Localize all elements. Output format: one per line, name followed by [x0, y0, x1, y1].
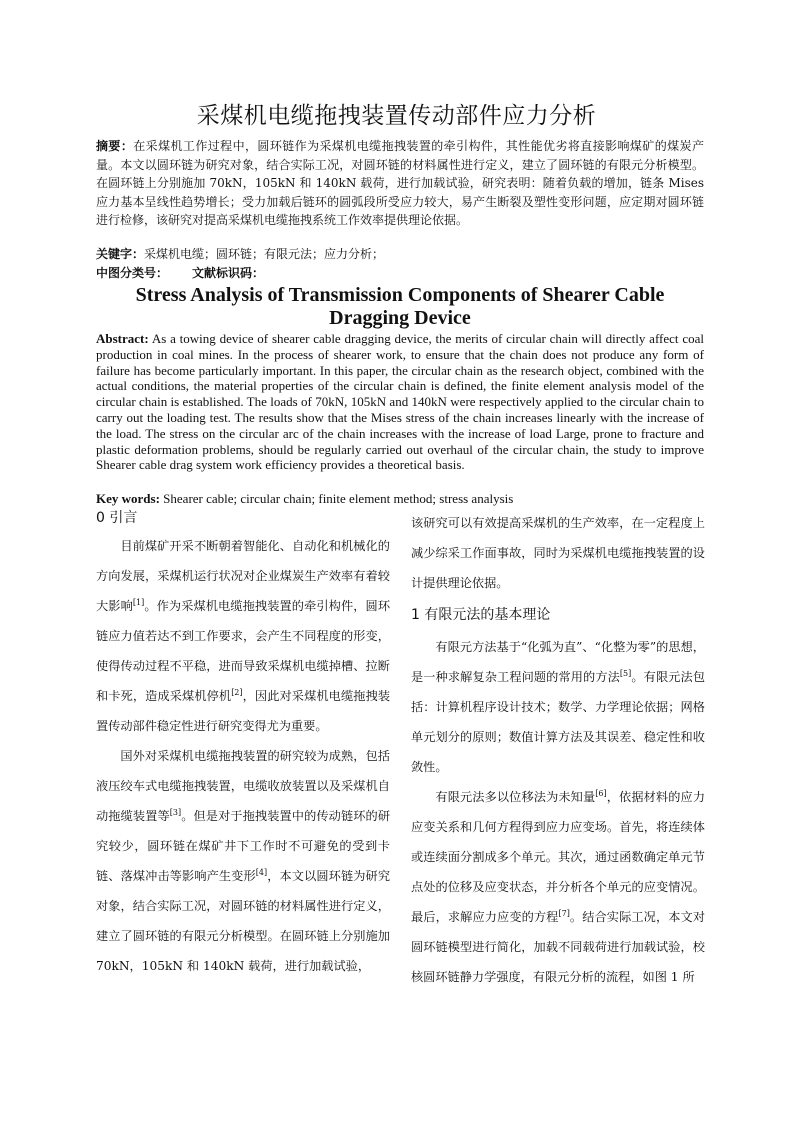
- section-0-paragraph-1: [96, 531, 390, 741]
- abstract-en-label: Abstract:: [96, 331, 149, 346]
- keywords-chinese: [96, 245, 704, 263]
- clc-label: 中图分类号：: [96, 266, 169, 280]
- section-0-heading: 0 引言: [96, 510, 138, 526]
- abstract-cn-text: 在采煤机工作过程中，圆环链作为采煤机电缆拖拽装置的牵引构件，其性能优劣将直接影响煤矿的煤炭产量。本文以圆环链为研究对象，结合实际工况，对圆环链的材料属性进行定义，建立了圆环链的有限元分析模型。在圆环链上分别施加 70kN，105kN 和 140kN 载荷，进行加载试验，研究表明：随着负载的增加，链条 Mises 应力基本呈线性趋势增长；受力加载后链环的圆弧段所受应力较大，易产生断裂及塑性变形问题，应定期对圆环链进行检修，该研究对提高采煤机电缆拖拽系统工作效率提供理论依据。: [96, 139, 704, 227]
- paragraph-text: ，本文以圆环链为研究对象，结合实际工况，对圆环链的材料属性进行定义，建立了圆环链的有限元分析模型。在圆环链上分别施加 70kN，105kN 和 140kN 载荷，进行加载试验，: [96, 869, 391, 973]
- citation-ref: [4]: [255, 867, 268, 877]
- paragraph-text: ，因此对采煤机电缆拖拽装置传动部件稳定性进行研究变得尤为重要。: [96, 689, 391, 733]
- paragraph-text: 。结合实际工况，本文对圆环链模型进行简化，加载不同载荷进行加载试验，校核圆环链静力学强度，有限元分析的流程，如图 1 所: [411, 910, 706, 984]
- paragraph-text: 国外对采煤机电缆拖拽装置的研究较为成熟，包括液压绞车式电缆拖拽装置，电缆收放装置以及采煤机自动拖缆装置等: [96, 749, 390, 823]
- keywords-cn-text: 采煤机电缆；圆环链；有限元法；应力分析；: [144, 247, 385, 261]
- abstract-cn-label: 摘要：: [96, 139, 134, 153]
- classification-line: [96, 264, 704, 282]
- citation-ref: [6]: [595, 788, 607, 798]
- section-1-paragraph-1: [411, 632, 705, 782]
- paragraph-text: 有限元法多以位移法为未知量: [435, 790, 596, 804]
- title-english: Stress Analysis of Transmission Components of Shearer Cable Dragging Device: [135, 284, 665, 329]
- citation-ref: [7]: [558, 908, 570, 918]
- column-right: [411, 508, 705, 992]
- abstract-en-text: As a towing device of shearer cable dragging device, the merits of circular chain will directly affect coal production in coal mines. In the process of shearer work, to ensure that the chain does not produce any form of failure has become particularly important. In this paper, the circular chain as the research object, combined with the actual conditions, the material properties of the circular chain is defined, the finite element analysis model of the circular chain is established. The loads of 70kN, 105kN and 140kN were respectively applied to the circular chain to carry out the loading test. The results show that the Mises stress of the chain increases linearly with the increase of the load. The stress on the circular arc of the chain increases with the increase of load Large, prone to fracture and plastic deformation problems, should be regularly carried out overhaul of the circular chain, the study to improve Shearer cable drag system work efficiency provides a theoretical basis.: [96, 331, 704, 473]
- section-0-paragraph-2-continued: 该研究可以有效提高采煤机的生产效率，在一定程度上减少综采工作面事故，同时为采煤机电缆拖拽装置的设计提供理论依据。: [411, 516, 705, 590]
- keywords-en-text: Shearer cable; circular chain; finite element method; stress analysis: [163, 491, 514, 506]
- paragraph-text: 。作为采煤机电缆拖拽装置的牵引构件，圆环链应力值若达不到工作要求，会产生不同程度的形变，使得传动过程不平稳，进而导致采煤机电缆掉槽、拉断和卡死，造成采煤机停机: [96, 599, 391, 703]
- citation-ref: [2]: [231, 687, 243, 697]
- paragraph-text: 。但是对于拖拽装置中的传动链环的研究较少，圆环链在煤矿井下工作时不可避免的受到卡链、落煤冲击等影响产生变形: [96, 809, 391, 883]
- section-1-paragraph-2: [411, 782, 705, 992]
- paragraph-text: 有限元方法基于“化弧为直”、“化整为零”的思想，是一种求解复杂工程问题的常用的方法: [411, 640, 705, 684]
- column-left: [96, 505, 390, 981]
- citation-ref: [3]: [169, 807, 182, 817]
- title-chinese: 采煤机电缆拖拽装置传动部件应力分析: [196, 103, 597, 129]
- citation-ref: [1]: [132, 597, 145, 607]
- section-1-heading: 1 有限元法的基本理论: [411, 607, 551, 623]
- paragraph-text: 。有限元法包括：计算机程序设计技术；数学、力学理论依据；网格单元划分的原则；数值计算方法及其误差、稳定性和收敛性。: [411, 670, 706, 774]
- keywords-cn-label: 关键字：: [96, 247, 145, 261]
- abstract-chinese: [96, 137, 704, 230]
- paragraph-text: 目前煤矿开采不断朝着智能化、自动化和机械化的方向发展，采煤机运行状况对企业煤炭生产效率有着较大影响: [96, 539, 390, 613]
- paragraph-text: ，依据材料的应力应变关系和几何方程得到应力应变场。首先，将连续体或连续面分割成多个单元。其次，通过函数确定单元节点处的位移及应变状态，并分析各个单元的应变情况。最后，求解应力应变的方程: [411, 790, 706, 924]
- citation-ref: [5]: [619, 668, 632, 678]
- doc-code-label: 文献标识码：: [192, 266, 265, 280]
- section-0-paragraph-2: [96, 741, 390, 981]
- keywords-en-label: Key words:: [96, 491, 160, 506]
- abstract-english: [96, 331, 704, 473]
